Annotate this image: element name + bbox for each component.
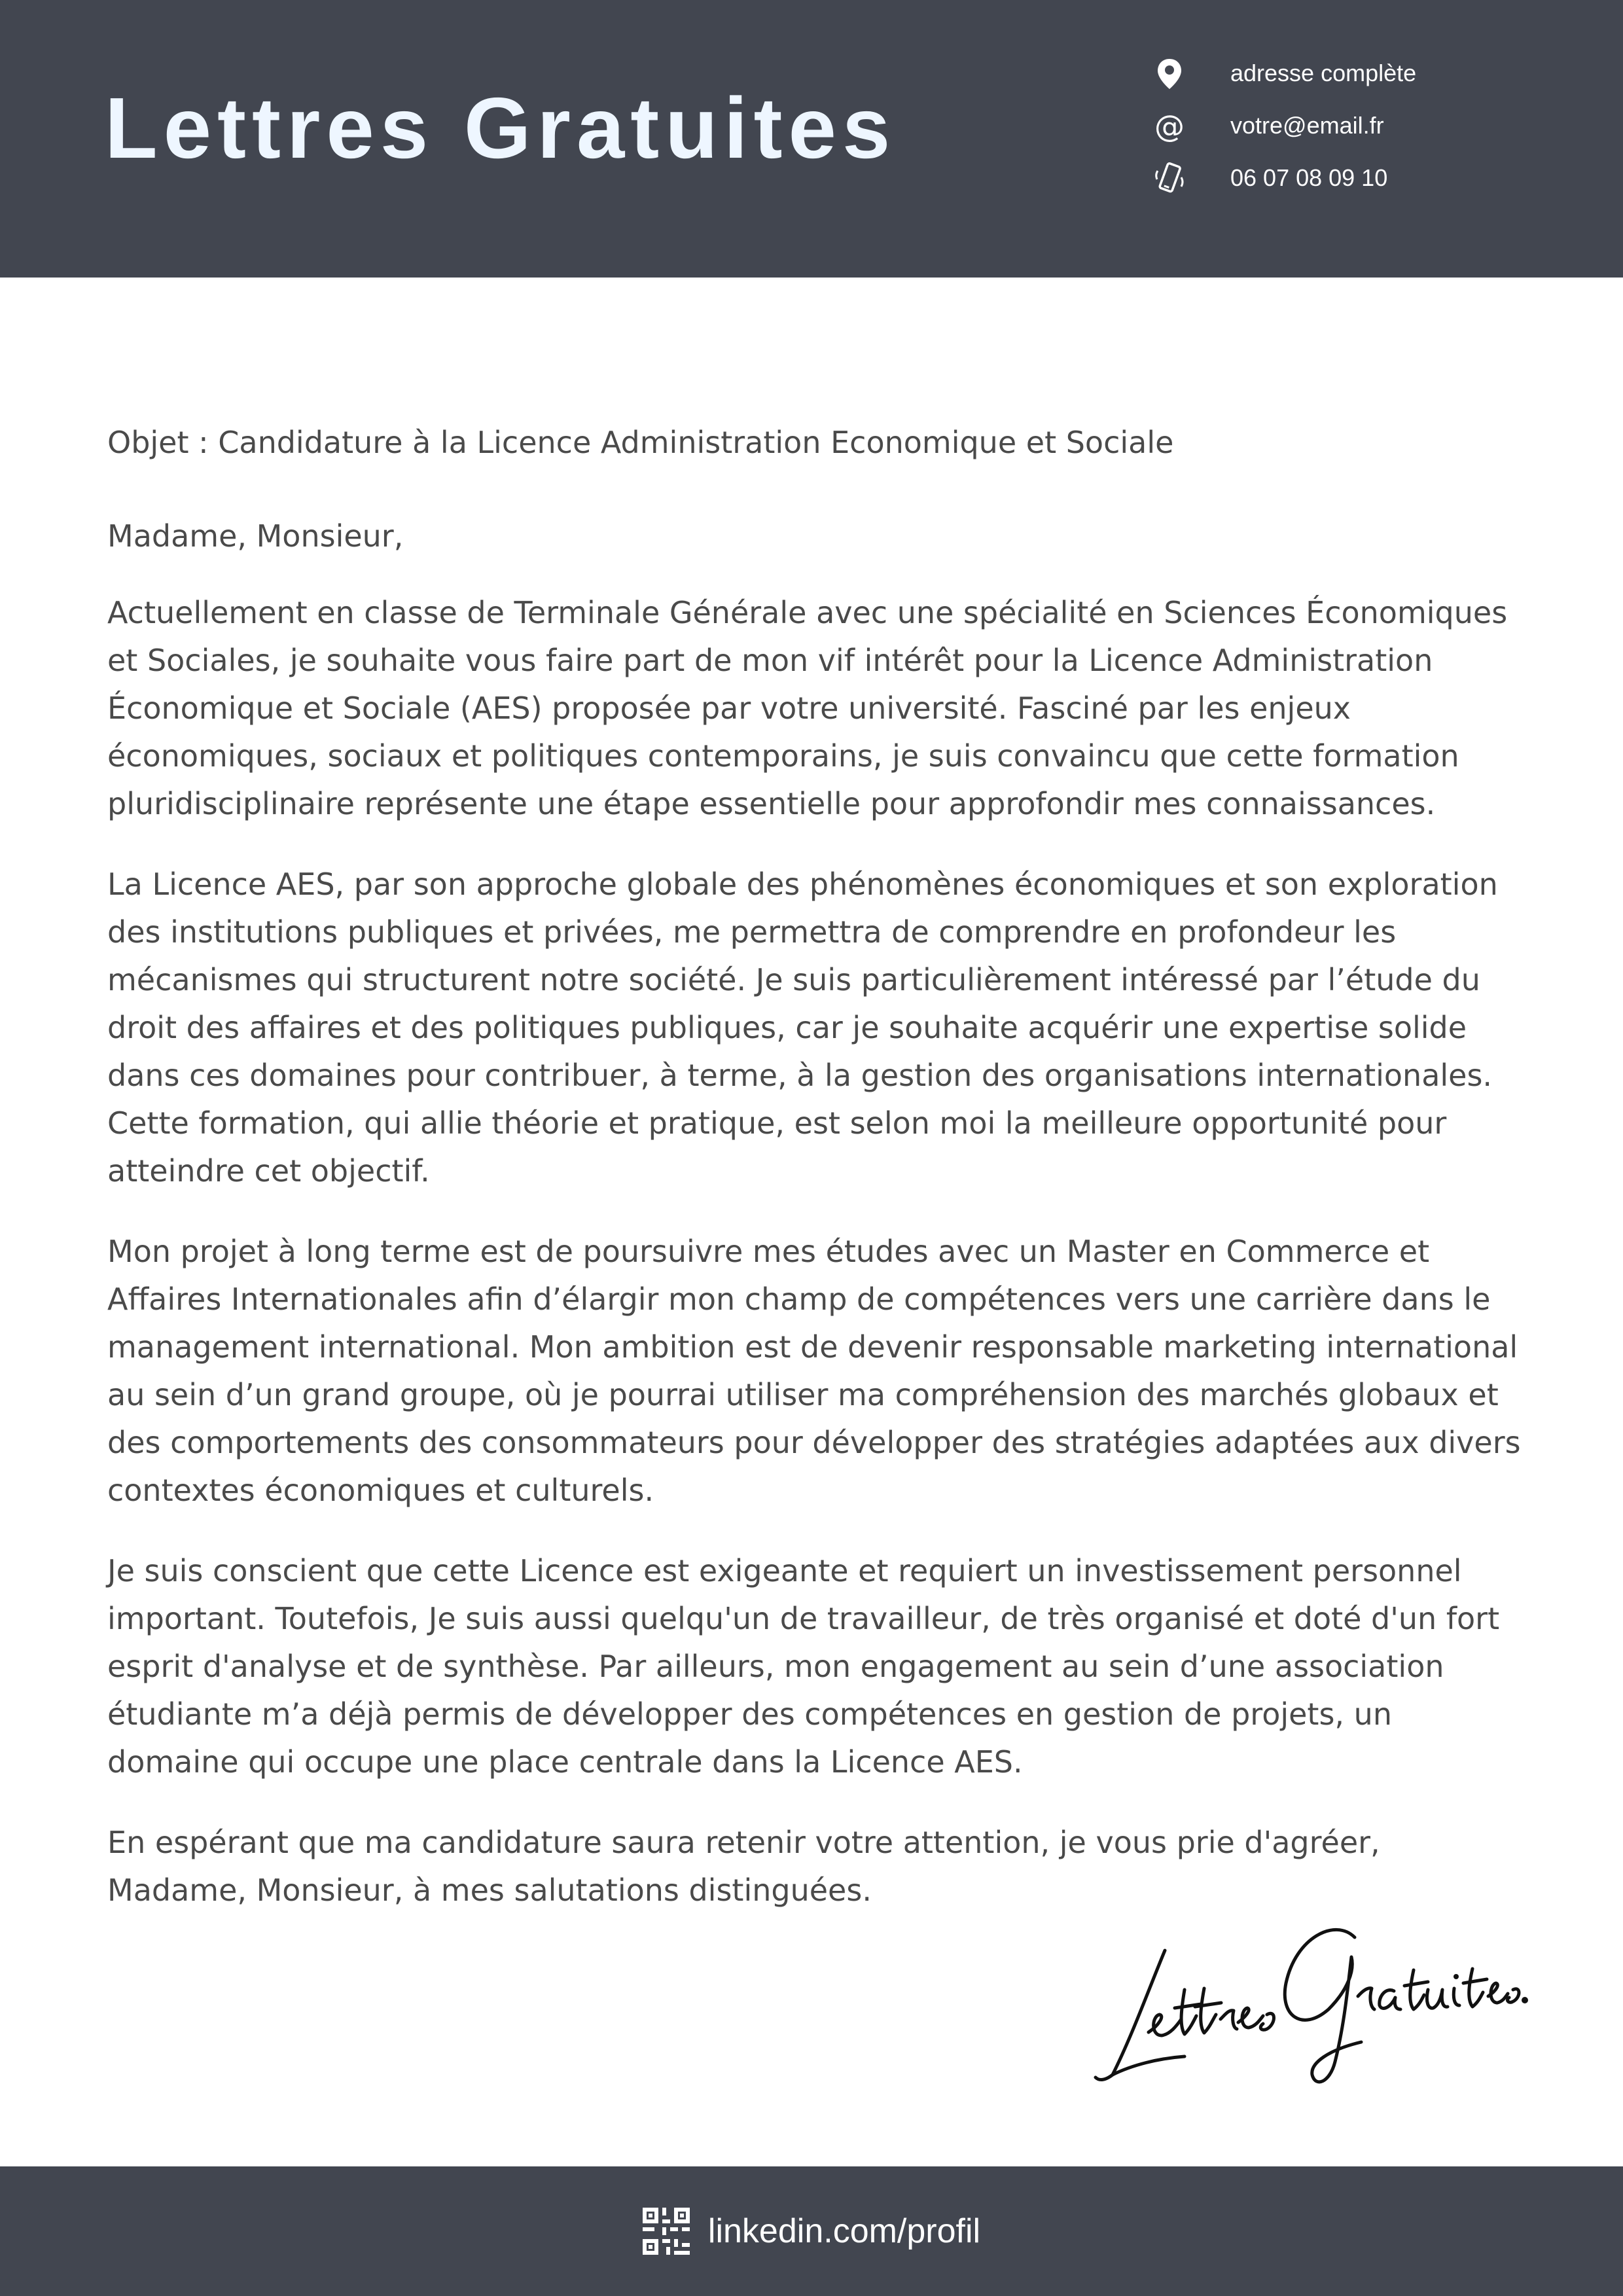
contact-email[interactable]: votre@email.fr [1230, 112, 1384, 139]
contact-phone[interactable]: 06 07 08 09 10 [1230, 164, 1388, 191]
footer-band [0, 2166, 1623, 2296]
letter-body [107, 419, 1521, 1947]
location-pin-icon [1152, 56, 1187, 92]
handwritten-signature [1086, 1911, 1531, 2094]
letter-paragraph-1: Actuellement en classe de Terminale Générale avec une spécialité en Sciences Économiques et Sociales, je souhaite vous faire part de mon vif intérêt pour la Licence Administration Économique et Sociale (AES) proposée par votre université. Fasciné par les enjeux économiques, sociaux et politiques contemporains, je suis convaincu que cette formation pluridisciplinaire représente une étape essentielle pour approfondir mes connaissances. [107, 595, 1508, 821]
contact-address: adresse complète [1230, 60, 1417, 86]
letter-paragraph-5: En espérant que ma candidature saura retenir votre attention, je vous prie d'agréer, Madame, Monsieur, à mes salutations distinguées. [107, 1825, 1380, 1908]
letter-paragraph-4: Je suis conscient que cette Licence est exigeante et requiert un investissement personnel important. Toutefois, Je suis aussi quelqu'un de travailleur, de très organisé et doté d'un fort esprit d'analyse et de synthèse. Par ailleurs, mon engagement au sein d’une association étudiante m’a déjà permis de développer des compétences en gestion de projets, un domaine qui occupe une place centrale dans la Licence AES. [107, 1553, 1500, 1780]
brand-title: Lettres Gratuites [105, 80, 897, 176]
letter-paragraph-2: La Licence AES, par son approche globale des phénomènes économiques et son exploration des institutions publiques et privées, me permettra de comprendre en profondeur les mécanismes qui structurent notre société. Je suis particulièrement intéressé par l’étude du droit des affaires et des politiques publiques, car je souhaite acquérir une expertise solide dans ces domaines pour contribuer, à terme, à la gestion des organisations internationales. Cette formation, qui allie théorie et pratique, est selon moi la meilleure opportunité pour atteindre cet objectif. [107, 867, 1498, 1189]
letter-paragraph-3: Mon projet à long terme est de poursuivre mes études avec un Master en Commerce et Affaires Internationales afin d’élargir mon champ de compétences vers une carrière dans le management international. Mon ambition est de devenir responsable marketing international au sein d’un grand groupe, où je pourrai utiliser ma compréhension des marchés globaux et des comportements des consommateurs pour développer des stratégies adaptées aux divers contextes économiques et culturels. [107, 1234, 1521, 1508]
linkedin-link[interactable]: linkedin.com/profil [707, 2212, 981, 2250]
header-band [0, 0, 1623, 278]
phone-icon [1152, 161, 1187, 196]
letter-subject: Objet : Candidature à la Licence Administration Economique et Sociale [107, 425, 1174, 460]
footer-content [0, 2166, 1623, 2296]
letter-salutation: Madame, Monsieur, [107, 518, 404, 554]
qr-code-icon [643, 2208, 690, 2255]
at-icon: @ [1154, 109, 1185, 144]
